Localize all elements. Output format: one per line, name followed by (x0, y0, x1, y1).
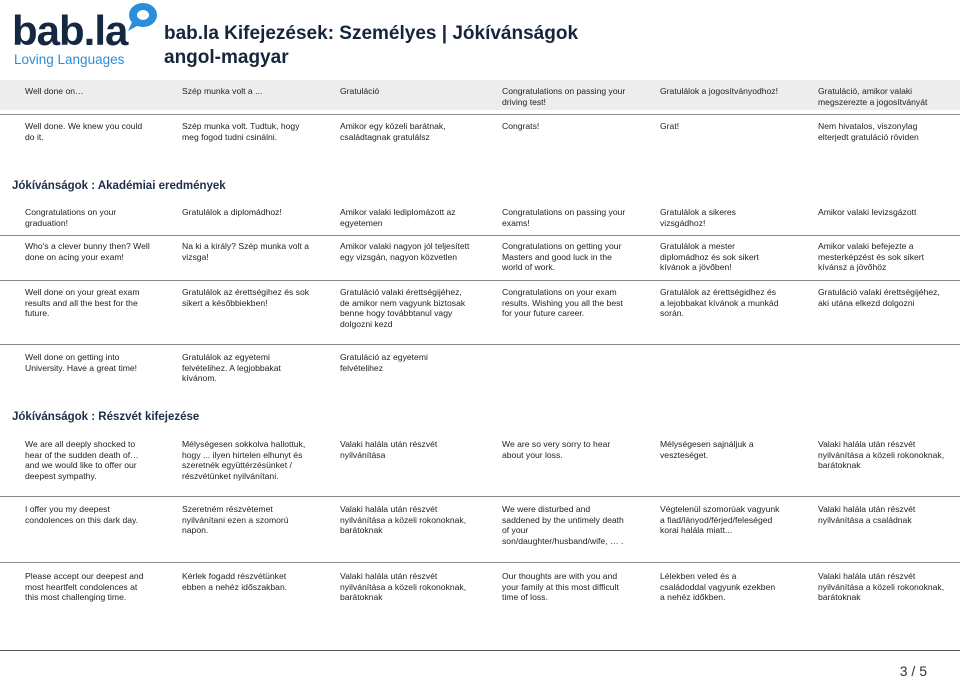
phrase-row (0, 115, 960, 155)
speech-bubble-icon (124, 2, 158, 32)
page-title (164, 22, 578, 70)
hungarian-phrase: Kérlek fogadd részvétünket ebben a nehéz időszakban. (182, 571, 288, 592)
section-title: Jókívánságok : Részvét kifejezése (12, 411, 200, 423)
hungarian-phrase: Gratulálok a sikeres vizsgádhoz! (660, 207, 736, 228)
page-header (0, 0, 960, 75)
phrase-row (0, 345, 960, 389)
section-title: Jókívánságok : Akadémiai eredmények (12, 180, 226, 192)
phrase-row (0, 563, 960, 623)
usage-note: Gratuláció (340, 86, 380, 96)
usage-note: Valaki halála után részvét nyilvánítása a közeli rokonoknak, barátoknak (340, 504, 467, 536)
phrase-row (0, 281, 960, 343)
hungarian-phrase: Gratulálok a jogosítványodhoz! (660, 86, 778, 96)
english-phrase: Congrats! (502, 121, 540, 131)
logo-tagline: Loving Languages (14, 52, 125, 67)
title-line-1: bab.la Kifejezések: Személyes | Jókívánságok (164, 23, 579, 44)
hungarian-phrase: Mélységesen sajnáljuk a veszteséget. (660, 439, 754, 460)
phrase-row (0, 497, 960, 561)
english-phrase: Well done. We knew you could do it. (25, 121, 143, 142)
usage-note: Amikor egy közeli barátnak, családtagnak gratulálsz (340, 121, 446, 142)
english-phrase: Congratulations on your exam results. Wishing you all the best for your future career. (502, 287, 623, 319)
english-phrase: We are so very sorry to hear about your loss. (502, 439, 611, 460)
english-phrase: Well done on… (25, 86, 84, 96)
english-phrase: We were disturbed and saddened by the untimely death of your son/daughter/husband/wife, … . (502, 504, 624, 546)
usage-note: Valaki halála után részvét nyilvánítása a közeli rokonoknak, barátoknak (818, 439, 945, 471)
english-phrase: We are all deeply shocked to hear of the sudden death of…and we would like to offer our deepest sympathy. (25, 439, 139, 481)
hungarian-phrase: Grat! (660, 121, 680, 131)
hungarian-phrase: Szép munka volt. Tudtuk, hogy meg fogod tudni csinálni. (182, 121, 300, 142)
english-phrase: Well done on getting into University. Have a great time! (25, 352, 138, 373)
usage-note: Valaki halála után részvét nyilvánítása a családnak (818, 504, 916, 525)
english-phrase: Congratulations on passing your exams! (502, 207, 626, 228)
english-phrase: I offer you my deepest condolences on this dark day. (25, 504, 139, 525)
footer-divider (0, 650, 960, 651)
hungarian-phrase: Na ki a király? Szép munka volt a vizsga! (182, 241, 310, 262)
hungarian-phrase: Lélekben veled és a családoddal vagyunk ezekben a nehéz időkben. (660, 571, 776, 603)
english-phrase: Congratulations on your graduation! (25, 207, 117, 228)
phrase-row (0, 202, 960, 234)
english-phrase: Well done on your great exam results and all the best for the future. (25, 287, 140, 319)
usage-note: Valaki halála után részvét nyilvánítása a közeli rokonoknak, barátoknak (340, 571, 467, 603)
usage-note: Amikor valaki nagyon jól teljesített egy vizsgán, nagyon közvetlen (340, 241, 470, 262)
english-phrase: Please accept our deepest and most heartfelt condolences at this most challenging time. (25, 571, 144, 603)
english-phrase: Congratulations on getting your Masters and good luck in the world of work. (502, 241, 622, 273)
usage-note: Gratuláció valaki érettségijéhez, aki utána elkezd dolgozni (818, 287, 940, 308)
hungarian-phrase: Szép munka volt a ... (182, 86, 263, 96)
usage-note: Amikor valaki levizsgázott (818, 207, 917, 217)
english-phrase: Who's a clever bunny then? Well done on acing your exam! (25, 241, 150, 262)
hungarian-phrase: Gratulálok az egyetemi felvételihez. A legjobbakat kívánom. (182, 352, 281, 384)
hungarian-phrase: Gratulálok a mester diplomádhoz és sok sikert kívánok a jövőben! (660, 241, 759, 273)
usage-note: Gratuláció valaki érettségijéhez, de amikor nem vagyunk biztosak benne hogy továbbtanul vagy dolgozni kezd (340, 287, 466, 329)
title-line-2: angol-magyar (164, 47, 289, 68)
usage-note: Nem hivatalos, viszonylag elterjedt gratuláció röviden (818, 121, 919, 142)
usage-note: Amikor valaki lediplomázott az egyetemen (340, 207, 456, 228)
usage-note: Valaki halála után részvét nyilvánítása a közeli rokonoknak, barátoknak (818, 571, 945, 603)
usage-note: Amikor valaki befejezte a mesterképzést és sok sikert kívánsz a jövőhöz (818, 241, 925, 273)
phrase-row (0, 80, 960, 110)
phrase-row (0, 236, 960, 280)
hungarian-phrase: Gratulálok az érettségidhez és a lejobbakat kívánok a munkád során. (660, 287, 779, 319)
hungarian-phrase: Szeretném részvétemet nyilvánítani ezen a szomorú napon. (182, 504, 289, 536)
hungarian-phrase: Gratulálok a diplomádhoz! (182, 207, 282, 217)
usage-note: Gratuláció az egyetemi felvételihez (340, 352, 428, 373)
logo-wordmark: bab.la (12, 7, 128, 54)
hungarian-phrase: Végtelenül szomorúak vagyunk a fiad/lányod/férjed/feleséged korai halála miatt... (660, 504, 780, 536)
hungarian-phrase: Mélységesen sokkolva hallottuk, hogy ... ilyen hirtelen elhunyt és szeretnék együttérzésünket / részvétünket nyilvánítani. (182, 439, 306, 481)
phrase-row (0, 432, 960, 494)
usage-note: Valaki halála után részvét nyilvánítása (340, 439, 438, 460)
usage-note: Gratuláció, amikor valaki megszerezte a jogosítványát (818, 86, 928, 107)
babla-logo (12, 2, 152, 72)
english-phrase: Our thoughts are with you and your family at this most difficult time of loss. (502, 571, 619, 603)
hungarian-phrase: Gratulálok az érettségihez és sok sikert a későbbiekben! (182, 287, 310, 308)
page-number: 3 / 5 (899, 663, 927, 678)
english-phrase: Congratulations on passing your driving test! (502, 86, 626, 107)
